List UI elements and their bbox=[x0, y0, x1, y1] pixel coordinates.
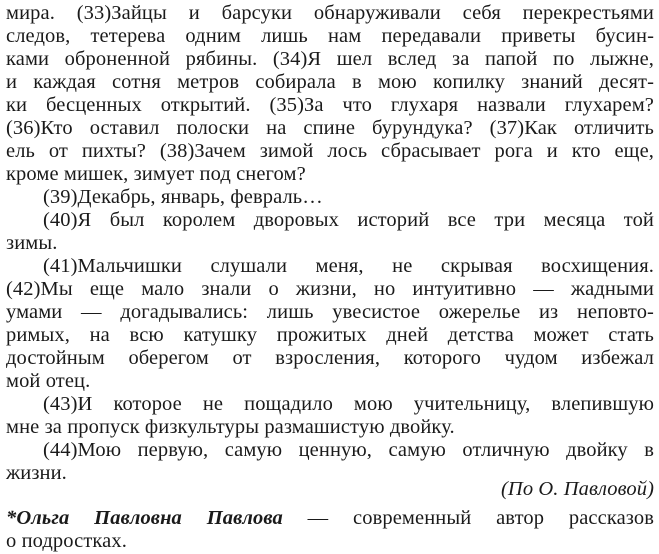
text-line: (43)И которое не пощадило мою учительницу, влепившую bbox=[43, 393, 654, 415]
footnote-line: о подростках. bbox=[6, 530, 127, 552]
text-line: (42)Мы еще мало знали о жизни, но интуитивно — жадными bbox=[6, 278, 654, 300]
text-line: римых, на всю катушку прожитых дней детства может стать bbox=[6, 324, 654, 346]
text-line: жизни. bbox=[6, 462, 67, 484]
text-line: и каждая сотня метров собирала в мою копилку знаний десят- bbox=[6, 71, 654, 93]
footnote-author: *Ольга Павловна Павлова bbox=[6, 507, 283, 529]
text-line: ками оброненной рябины. (34)Я шел вслед за папой по лыжне, bbox=[6, 48, 654, 70]
text-line: (39)Декабрь, январь, февраль… bbox=[43, 186, 323, 208]
text-line: мира. (33)Зайцы и барсуки обнаруживали себя перекрестьями bbox=[6, 2, 654, 24]
text-line: следов, тетерева одним лишь нам передавали приветы бусин- bbox=[6, 25, 654, 47]
text-line: ки бесценных открытий. (35)За что глухаря назвали глухарем? bbox=[6, 94, 654, 116]
footnote-description: — современный автор рассказов bbox=[282, 507, 654, 529]
text-line: умами — догадывались: лишь увесистое ожерелье из неповто- bbox=[6, 301, 654, 323]
text-line: (44)Мою первую, самую ценную, самую отличную двойку в bbox=[43, 439, 654, 461]
text-line: мне за пропуск физкультуры размашистую двойку. bbox=[6, 416, 455, 438]
text-line: зимы. bbox=[6, 232, 58, 254]
text-line: кроме мишек, зимует под снегом? bbox=[6, 163, 306, 185]
text-line: достойным оберегом от взросления, которого чудом избежал bbox=[6, 347, 654, 369]
text-line: мой отец. bbox=[6, 370, 91, 392]
footnote-line bbox=[6, 507, 654, 530]
text-line: ель от пихты? (38)Зачем зимой лось сбрасывает рога и кто еще, bbox=[6, 140, 654, 162]
text-line: (36)Кто оставил полоски на спине бурундука? (37)Как отличить bbox=[6, 117, 654, 139]
text-line: (40)Я был королем дворовых историй все три месяца той bbox=[43, 209, 654, 231]
attribution: (По О. Павловой) bbox=[500, 478, 654, 500]
text-line: (41)Мальчишки слушали меня, не скрывая восхищения. bbox=[43, 255, 654, 277]
